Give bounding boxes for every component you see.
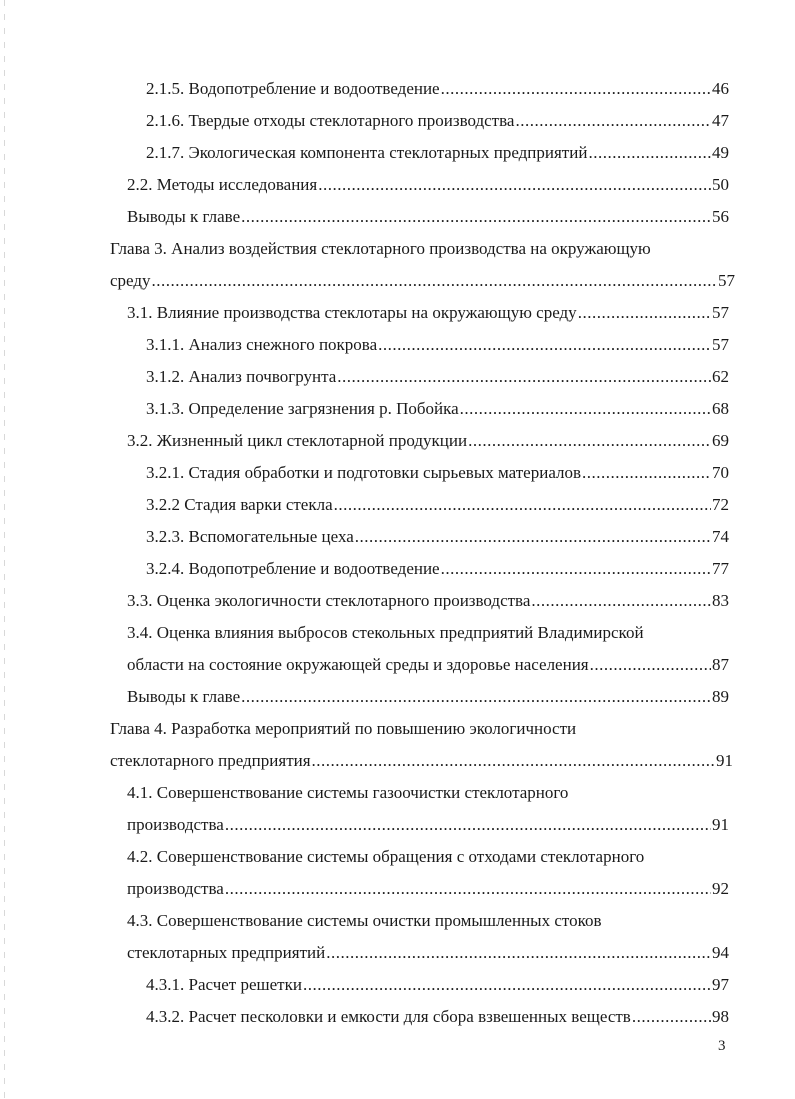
toc-entry-title: 3.2.1. Стадия обработки и подготовки сырьевых материалов xyxy=(146,463,582,482)
toc-entry xyxy=(146,494,729,516)
toc-entry-page: 89 xyxy=(712,687,729,706)
toc-entry-title: 3.2. Жизненный цикл стеклотарной продукции xyxy=(127,431,468,450)
toc-entry-title: Глава 4. Разработка мероприятий по повышению экологичности xyxy=(110,719,577,738)
toc-entry xyxy=(127,174,729,196)
toc-entry-page: 87 xyxy=(712,655,729,674)
toc-entry-title-cont: стеклотарных предприятий xyxy=(127,943,326,962)
toc-entry-page: 94 xyxy=(712,943,729,962)
toc-entry-page: 74 xyxy=(712,527,729,546)
toc-entry-title: 3.1. Влияние производства стеклотары на окружающую среду xyxy=(127,303,577,322)
leader-dots xyxy=(303,974,711,996)
toc-entry-title-cont: производства xyxy=(127,879,224,898)
toc-entry xyxy=(127,430,729,452)
leader-dots xyxy=(378,334,711,356)
leader-dots xyxy=(441,558,711,580)
toc-entry-title: 3.1.3. Определение загрязнения р. Побойка xyxy=(146,399,459,418)
leader-dots xyxy=(152,270,717,292)
toc-entry xyxy=(127,942,729,964)
leader-dots xyxy=(225,814,711,836)
toc-entry xyxy=(127,590,729,612)
toc-entry xyxy=(146,974,729,996)
toc-entry xyxy=(146,142,729,164)
toc-entry-title: 4.3.2. Расчет песколовки и емкости для сбора взвешенных веществ xyxy=(146,1007,631,1026)
toc-entry-title: 4.1. Совершенствование системы газоочистки стеклотарного xyxy=(127,783,569,802)
leader-dots xyxy=(225,878,711,900)
toc-entry-page: 77 xyxy=(712,559,729,578)
toc-entry-title: Выводы к главе xyxy=(127,207,241,226)
toc-entry-title: Глава 3. Анализ воздействия стеклотарного производства на окружающую xyxy=(110,239,651,258)
toc-entry-title: 3.2.2 Стадия варки стекла xyxy=(146,495,333,514)
toc-entry xyxy=(127,654,729,676)
scan-edge-mark xyxy=(4,0,5,1099)
toc-entry-page: 72 xyxy=(712,495,729,514)
leader-dots xyxy=(241,206,711,228)
toc-entry-page: 97 xyxy=(712,975,729,994)
toc-entry-page: 57 xyxy=(718,271,735,290)
toc-entry-title: 4.3. Совершенствование системы очистки промышленных стоков xyxy=(127,911,602,930)
toc-entry-page: 91 xyxy=(716,751,733,770)
toc-entry-title: Выводы к главе xyxy=(127,687,241,706)
leader-dots xyxy=(334,494,711,516)
leader-dots xyxy=(578,302,711,324)
toc-entry-page: 49 xyxy=(712,143,729,162)
toc-entry-title-cont: области на состояние окружающей среды и здоровье населения xyxy=(127,655,589,674)
toc-entry xyxy=(146,334,729,356)
toc-entry xyxy=(146,110,729,132)
toc-entry-page: 57 xyxy=(712,303,729,322)
toc-entry-page: 62 xyxy=(712,367,729,386)
toc-entry xyxy=(146,526,729,548)
toc-entry xyxy=(127,878,729,900)
toc-entry-title-cont: стеклотарного предприятия xyxy=(110,751,311,770)
leader-dots xyxy=(312,750,715,772)
toc-entry-title: 3.4. Оценка влияния выбросов стекольных предприятий Владимирской xyxy=(127,623,644,642)
toc-entry xyxy=(146,462,729,484)
toc-entry xyxy=(127,814,729,836)
leader-dots xyxy=(318,174,711,196)
toc-entry-page: 83 xyxy=(712,591,729,610)
toc-entry xyxy=(146,78,729,100)
leader-dots xyxy=(241,686,711,708)
toc-entry xyxy=(127,686,729,708)
toc-entry xyxy=(146,366,729,388)
toc-entry-title: 3.2.4. Водопотребление и водоотведение xyxy=(146,559,440,578)
leader-dots xyxy=(355,526,711,548)
toc-entry xyxy=(146,398,729,420)
toc-entry-page: 46 xyxy=(712,79,729,98)
toc-entry-title-cont: среду xyxy=(110,271,151,290)
leader-dots xyxy=(590,654,711,676)
toc-entry-page: 57 xyxy=(712,335,729,354)
toc-entry-title: 2.2. Методы исследования xyxy=(127,175,318,194)
toc-entry-page: 92 xyxy=(712,879,729,898)
toc-entry xyxy=(110,270,735,292)
toc-entry-title: 2.1.5. Водопотребление и водоотведение xyxy=(146,79,440,98)
toc-entry-title: 2.1.7. Экологическая компонента стеклотарных предприятий xyxy=(146,143,588,162)
toc-entry-page: 56 xyxy=(712,207,729,226)
toc-entry-title: 3.3. Оценка экологичности стеклотарного производства xyxy=(127,591,531,610)
leader-dots xyxy=(337,366,711,388)
toc-entry-title: 3.2.3. Вспомогательные цеха xyxy=(146,527,354,546)
leader-dots xyxy=(460,398,711,420)
toc-entry-title: 2.1.6. Твердые отходы стеклотарного производства xyxy=(146,111,515,130)
toc-entry xyxy=(127,206,729,228)
toc-entry-page: 68 xyxy=(712,399,729,418)
leader-dots xyxy=(531,590,711,612)
leader-dots xyxy=(588,142,711,164)
toc-entry-page: 98 xyxy=(712,1007,729,1026)
leader-dots xyxy=(326,942,711,964)
toc-entry xyxy=(146,558,729,580)
toc-entry-page: 69 xyxy=(712,431,729,450)
toc-entry-title: 4.2. Совершенствование системы обращения с отходами стеклотарного xyxy=(127,847,645,866)
leader-dots xyxy=(468,430,711,452)
leader-dots xyxy=(515,110,711,132)
toc-entry-page: 91 xyxy=(712,815,729,834)
leader-dots xyxy=(582,462,711,484)
toc-entry-page: 50 xyxy=(712,175,729,194)
toc-entry xyxy=(110,750,733,772)
leader-dots xyxy=(441,78,711,100)
toc-entry-page: 70 xyxy=(712,463,729,482)
toc-entry-title: 4.3.1. Расчет решетки xyxy=(146,975,302,994)
toc-entry xyxy=(127,302,729,324)
toc-entry-page: 47 xyxy=(712,111,729,130)
toc-entry-title-cont: производства xyxy=(127,815,224,834)
toc-entry xyxy=(146,1006,729,1028)
page-number: 3 xyxy=(718,1038,726,1054)
toc-entry-title: 3.1.2. Анализ почвогрунта xyxy=(146,367,337,386)
toc-entry-title: 3.1.1. Анализ снежного покрова xyxy=(146,335,378,354)
leader-dots xyxy=(632,1006,711,1028)
